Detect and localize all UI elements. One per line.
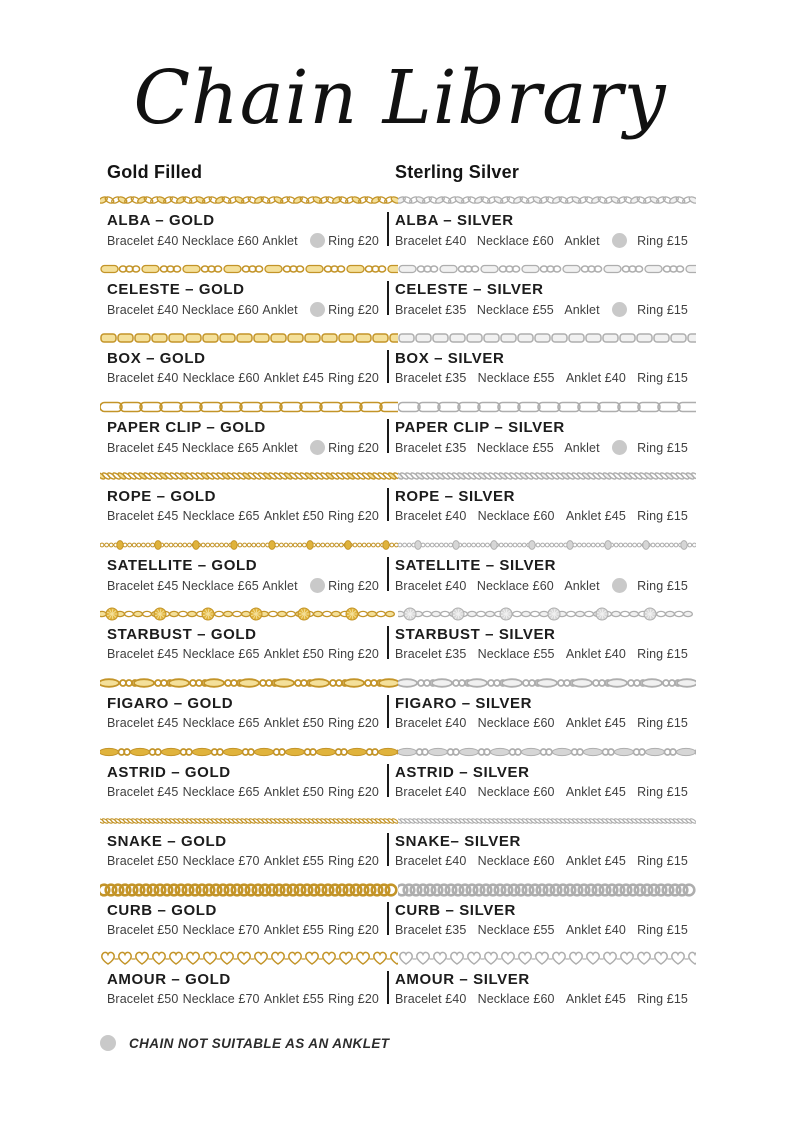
ring-price: Ring £15 [637, 302, 688, 317]
bracelet-price: Bracelet £50 [107, 923, 179, 937]
chain-name-gold: STARBUST – GOLD [107, 626, 257, 643]
silver-cell [389, 970, 696, 1006]
silver-chain-image [398, 881, 696, 899]
chain-row-body [100, 418, 696, 455]
necklace-price: Necklace £65 [182, 716, 260, 730]
anklet-price-wrap [566, 371, 626, 385]
necklace-price: Necklace £60 [477, 854, 555, 868]
silver-prices [395, 854, 688, 868]
chain-photo-strip [100, 881, 696, 899]
anklet-price-wrap [264, 923, 324, 937]
ring-price: Ring £20 [328, 785, 379, 799]
chain-row-body [100, 832, 696, 868]
chain-name-silver: FIGARO – SILVER [395, 695, 533, 712]
bracelet-price: Bracelet £40 [395, 854, 467, 868]
gold-cell [100, 487, 387, 523]
silver-cell [389, 832, 696, 868]
chain-name-silver: BOX – SILVER [395, 350, 505, 367]
ring-price: Ring £20 [328, 578, 379, 593]
column-header-silver: Sterling Silver [395, 162, 520, 182]
chain-row-body [100, 901, 696, 937]
silver-cell [389, 625, 696, 661]
ring-price: Ring £20 [328, 440, 379, 455]
chain-row-body [100, 280, 696, 317]
anklet-price-wrap [262, 578, 324, 593]
anklet-price-wrap [264, 647, 324, 661]
silver-cell [389, 487, 696, 523]
ring-price: Ring £15 [637, 233, 688, 248]
ring-price: Ring £20 [328, 716, 379, 730]
necklace-price: Necklace £60 [477, 716, 555, 730]
chain-row-body [100, 487, 696, 523]
anklet-price: Anklet £40 [565, 647, 626, 661]
gold-prices [107, 509, 379, 523]
gold-chain-image [100, 260, 398, 278]
anklet-price: Anklet £45 [565, 716, 626, 730]
gold-prices [107, 992, 379, 1006]
necklace-price: Necklace £60 [476, 233, 554, 248]
anklet-unsuitable-dot-icon [310, 578, 325, 593]
anklet-price: Anklet £55 [263, 923, 324, 937]
necklace-price: Necklace £55 [476, 440, 554, 455]
bracelet-price: Bracelet £40 [395, 509, 467, 523]
ring-price: Ring £20 [328, 854, 379, 868]
gold-cell [100, 901, 387, 937]
chain-row-body [100, 556, 696, 593]
anklet-price: Anklet [564, 440, 600, 455]
chain-row-body [100, 625, 696, 661]
anklet-price: Anklet £50 [263, 509, 324, 523]
chain-name-gold: CELESTE – GOLD [107, 281, 245, 298]
necklace-price: Necklace £60 [182, 371, 260, 385]
anklet-unsuitable-dot-icon [612, 302, 627, 317]
necklace-price: Necklace £55 [477, 371, 555, 385]
bracelet-price: Bracelet £45 [107, 440, 179, 455]
anklet-price-wrap [566, 785, 626, 799]
chain-photo-strip [100, 674, 696, 692]
anklet-price: Anklet £45 [263, 371, 324, 385]
chain-photo-strip [100, 260, 696, 278]
footnote [100, 1035, 800, 1051]
silver-chain-image [398, 743, 696, 761]
bracelet-price: Bracelet £40 [395, 233, 467, 248]
necklace-price: Necklace £60 [477, 992, 555, 1006]
silver-chain-image [398, 812, 696, 830]
gold-cell [100, 349, 387, 385]
chain-name-silver: ASTRID – SILVER [395, 764, 530, 781]
gold-chain-image [100, 812, 398, 830]
anklet-unsuitable-dot-icon [310, 440, 325, 455]
column-header-gold: Gold Filled [107, 162, 203, 182]
chain-photo-strip [100, 398, 696, 416]
chain-row [100, 674, 696, 743]
silver-chain-image [398, 467, 696, 485]
chain-name-silver: ROPE – SILVER [395, 488, 516, 505]
anklet-price: Anklet [564, 578, 600, 593]
chain-row [100, 398, 696, 467]
anklet-unsuitable-dot-icon [310, 233, 325, 248]
chain-name-gold: ALBA – GOLD [107, 212, 215, 229]
anklet-price-wrap [566, 647, 626, 661]
ring-price: Ring £15 [637, 371, 688, 385]
necklace-price: Necklace £70 [182, 854, 260, 868]
ring-price: Ring £20 [328, 233, 379, 248]
ring-price: Ring £15 [637, 509, 688, 523]
silver-cell [389, 901, 696, 937]
necklace-price: Necklace £60 [477, 509, 555, 523]
bracelet-price: Bracelet £35 [395, 923, 467, 937]
anklet-price-wrap [262, 302, 324, 317]
anklet-price: Anklet £55 [263, 992, 324, 1006]
chain-name-gold: AMOUR – GOLD [107, 971, 231, 988]
chain-photo-strip [100, 950, 696, 968]
necklace-price: Necklace £60 [181, 233, 259, 248]
gold-chain-image [100, 950, 398, 968]
chain-name-gold: CURB – GOLD [107, 902, 217, 919]
bracelet-price: Bracelet £40 [395, 578, 467, 593]
chain-name-silver: CURB – SILVER [395, 902, 516, 919]
silver-prices [395, 992, 688, 1006]
gold-prices [107, 371, 379, 385]
ring-price: Ring £20 [328, 923, 379, 937]
anklet-price: Anklet £45 [565, 854, 626, 868]
silver-prices [395, 785, 688, 799]
anklet-price: Anklet [262, 302, 298, 317]
chain-name-gold: ROPE – GOLD [107, 488, 217, 505]
silver-prices [395, 923, 688, 937]
chain-photo-strip [100, 191, 696, 209]
necklace-price: Necklace £65 [182, 509, 260, 523]
chain-photo-strip [100, 812, 696, 830]
chain-name-silver: SNAKE– SILVER [395, 833, 521, 850]
anklet-price: Anklet [262, 233, 298, 248]
silver-chain-image [398, 329, 696, 347]
chain-name-silver: ALBA – SILVER [395, 212, 514, 229]
anklet-unsuitable-dot-icon [612, 233, 627, 248]
bracelet-price: Bracelet £50 [107, 992, 179, 1006]
gold-cell [100, 763, 387, 799]
silver-chain-image [398, 191, 696, 209]
gold-prices [107, 647, 379, 661]
chain-row [100, 605, 696, 674]
anklet-price-wrap [264, 992, 324, 1006]
anklet-price: Anklet [262, 578, 298, 593]
chain-name-silver: CELESTE – SILVER [395, 281, 544, 298]
ring-price: Ring £20 [328, 992, 379, 1006]
anklet-price-wrap [264, 371, 324, 385]
bracelet-price: Bracelet £40 [395, 785, 467, 799]
anklet-price: Anklet £50 [263, 785, 324, 799]
ring-price: Ring £15 [637, 647, 688, 661]
ring-price: Ring £15 [637, 716, 688, 730]
chain-name-gold: FIGARO – GOLD [107, 695, 234, 712]
silver-cell [389, 418, 696, 455]
ring-price: Ring £15 [637, 923, 688, 937]
gold-prices [107, 785, 379, 799]
anklet-unsuitable-dot-icon [612, 578, 627, 593]
anklet-price-wrap [264, 509, 324, 523]
chain-row [100, 743, 696, 812]
gold-chain-image [100, 536, 398, 554]
chain-row [100, 881, 696, 950]
gold-chain-image [100, 191, 398, 209]
ring-price: Ring £20 [328, 302, 379, 317]
footnote-text: CHAIN NOT SUITABLE AS AN ANKLET [129, 1035, 390, 1051]
silver-chain-image [398, 260, 696, 278]
bracelet-price: Bracelet £40 [107, 371, 179, 385]
bracelet-price: Bracelet £45 [107, 785, 179, 799]
silver-prices [395, 440, 688, 455]
ring-price: Ring £15 [637, 992, 688, 1006]
gold-cell [100, 211, 387, 248]
necklace-price: Necklace £65 [182, 785, 260, 799]
chain-row-body [100, 349, 696, 385]
necklace-price: Necklace £60 [181, 302, 259, 317]
chain-name-gold: SATELLITE – GOLD [107, 557, 258, 574]
chain-row [100, 191, 696, 260]
gold-chain-image [100, 674, 398, 692]
chain-name-silver: PAPER CLIP – SILVER [395, 419, 565, 436]
gold-chain-image [100, 605, 398, 623]
anklet-price-wrap [564, 440, 626, 455]
gold-chain-image [100, 743, 398, 761]
gold-cell [100, 556, 387, 593]
anklet-price: Anklet £55 [263, 854, 324, 868]
chain-row [100, 467, 696, 536]
silver-prices [395, 371, 688, 385]
silver-prices [395, 233, 688, 248]
anklet-price-wrap [564, 302, 626, 317]
anklet-price: Anklet [564, 302, 600, 317]
ring-price: Ring £15 [637, 578, 688, 593]
chain-name-silver: STARBUST – SILVER [395, 626, 556, 643]
gold-cell [100, 280, 387, 317]
chain-name-silver: SATELLITE – SILVER [395, 557, 557, 574]
necklace-price: Necklace £55 [477, 923, 555, 937]
silver-cell [389, 694, 696, 730]
gold-cell [100, 418, 387, 455]
column-headers [100, 162, 696, 183]
gold-chain-image [100, 881, 398, 899]
chain-name-gold: BOX – GOLD [107, 350, 206, 367]
anklet-price-wrap [566, 509, 626, 523]
anklet-price: Anklet £40 [565, 371, 626, 385]
gold-prices [107, 233, 379, 248]
necklace-price: Necklace £55 [477, 647, 555, 661]
chain-row-body [100, 211, 696, 248]
silver-cell [389, 349, 696, 385]
gold-prices [107, 716, 379, 730]
silver-cell [389, 763, 696, 799]
silver-prices [395, 509, 688, 523]
necklace-price: Necklace £60 [476, 578, 554, 593]
ring-price: Ring £20 [328, 647, 379, 661]
bracelet-price: Bracelet £45 [107, 647, 179, 661]
chain-photo-strip [100, 605, 696, 623]
chain-row-body [100, 970, 696, 1006]
anklet-price: Anklet [564, 233, 600, 248]
chain-name-silver: AMOUR – SILVER [395, 971, 530, 988]
silver-chain-image [398, 605, 696, 623]
content [100, 162, 696, 1019]
anklet-price-wrap [262, 233, 324, 248]
bracelet-price: Bracelet £35 [395, 440, 467, 455]
silver-prices [395, 647, 688, 661]
silver-chain-image [398, 536, 696, 554]
bracelet-price: Bracelet £35 [395, 647, 467, 661]
gold-chain-image [100, 329, 398, 347]
bracelet-price: Bracelet £40 [395, 716, 467, 730]
necklace-price: Necklace £65 [182, 647, 260, 661]
bracelet-price: Bracelet £40 [107, 233, 179, 248]
necklace-price: Necklace £65 [181, 440, 259, 455]
gold-prices [107, 854, 379, 868]
anklet-unsuitable-dot-icon [100, 1035, 116, 1051]
chain-name-gold: PAPER CLIP – GOLD [107, 419, 266, 436]
ring-price: Ring £15 [637, 854, 688, 868]
bracelet-price: Bracelet £40 [107, 302, 179, 317]
silver-cell [389, 556, 696, 593]
chain-row [100, 812, 696, 881]
silver-prices [395, 578, 688, 593]
bracelet-price: Bracelet £35 [395, 371, 467, 385]
anklet-unsuitable-dot-icon [310, 302, 325, 317]
gold-cell [100, 970, 387, 1006]
bracelet-price: Bracelet £35 [395, 302, 467, 317]
chain-name-gold: ASTRID – GOLD [107, 764, 231, 781]
gold-cell [100, 625, 387, 661]
necklace-price: Necklace £70 [182, 923, 260, 937]
page-title: Chain Library [133, 55, 667, 141]
bracelet-price: Bracelet £45 [107, 578, 179, 593]
chain-rows [100, 191, 696, 1019]
ring-price: Ring £20 [328, 509, 379, 523]
ring-price: Ring £20 [328, 371, 379, 385]
necklace-price: Necklace £65 [181, 578, 259, 593]
gold-cell [100, 832, 387, 868]
bracelet-price: Bracelet £40 [395, 992, 467, 1006]
anklet-unsuitable-dot-icon [612, 440, 627, 455]
anklet-price-wrap [264, 854, 324, 868]
bracelet-price: Bracelet £50 [107, 854, 179, 868]
anklet-price-wrap [566, 923, 626, 937]
ring-price: Ring £15 [637, 440, 688, 455]
gold-chain-image [100, 398, 398, 416]
gold-prices [107, 302, 379, 317]
silver-chain-image [398, 398, 696, 416]
bracelet-price: Bracelet £45 [107, 509, 179, 523]
anklet-price: Anklet [262, 440, 298, 455]
chain-photo-strip [100, 329, 696, 347]
anklet-price: Anklet £50 [263, 716, 324, 730]
anklet-price: Anklet £45 [565, 509, 626, 523]
gold-cell [100, 694, 387, 730]
anklet-price-wrap [264, 716, 324, 730]
anklet-price-wrap [262, 440, 324, 455]
gold-prices [107, 440, 379, 455]
anklet-price-wrap [564, 233, 626, 248]
chain-photo-strip [100, 536, 696, 554]
silver-cell [389, 211, 696, 248]
chain-row-body [100, 694, 696, 730]
anklet-price-wrap [264, 785, 324, 799]
anklet-price-wrap [566, 854, 626, 868]
anklet-price: Anklet £50 [263, 647, 324, 661]
anklet-price: Anklet £45 [565, 992, 626, 1006]
anklet-price-wrap [566, 716, 626, 730]
anklet-price-wrap [566, 992, 626, 1006]
chain-photo-strip [100, 743, 696, 761]
necklace-price: Necklace £60 [477, 785, 555, 799]
bracelet-price: Bracelet £45 [107, 716, 179, 730]
silver-chain-image [398, 950, 696, 968]
silver-prices [395, 716, 688, 730]
anklet-price: Anklet £45 [565, 785, 626, 799]
chain-row-body [100, 763, 696, 799]
silver-prices [395, 302, 688, 317]
chain-photo-strip [100, 467, 696, 485]
necklace-price: Necklace £55 [476, 302, 554, 317]
chain-row [100, 260, 696, 329]
anklet-price: Anklet £40 [565, 923, 626, 937]
chain-row [100, 329, 696, 398]
anklet-price-wrap [564, 578, 626, 593]
gold-chain-image [100, 467, 398, 485]
gold-prices [107, 578, 379, 593]
chain-name-gold: SNAKE – GOLD [107, 833, 227, 850]
gold-prices [107, 923, 379, 937]
silver-cell [389, 280, 696, 317]
chain-row [100, 950, 696, 1019]
silver-chain-image [398, 674, 696, 692]
necklace-price: Necklace £70 [182, 992, 260, 1006]
chain-row [100, 536, 696, 605]
ring-price: Ring £15 [637, 785, 688, 799]
